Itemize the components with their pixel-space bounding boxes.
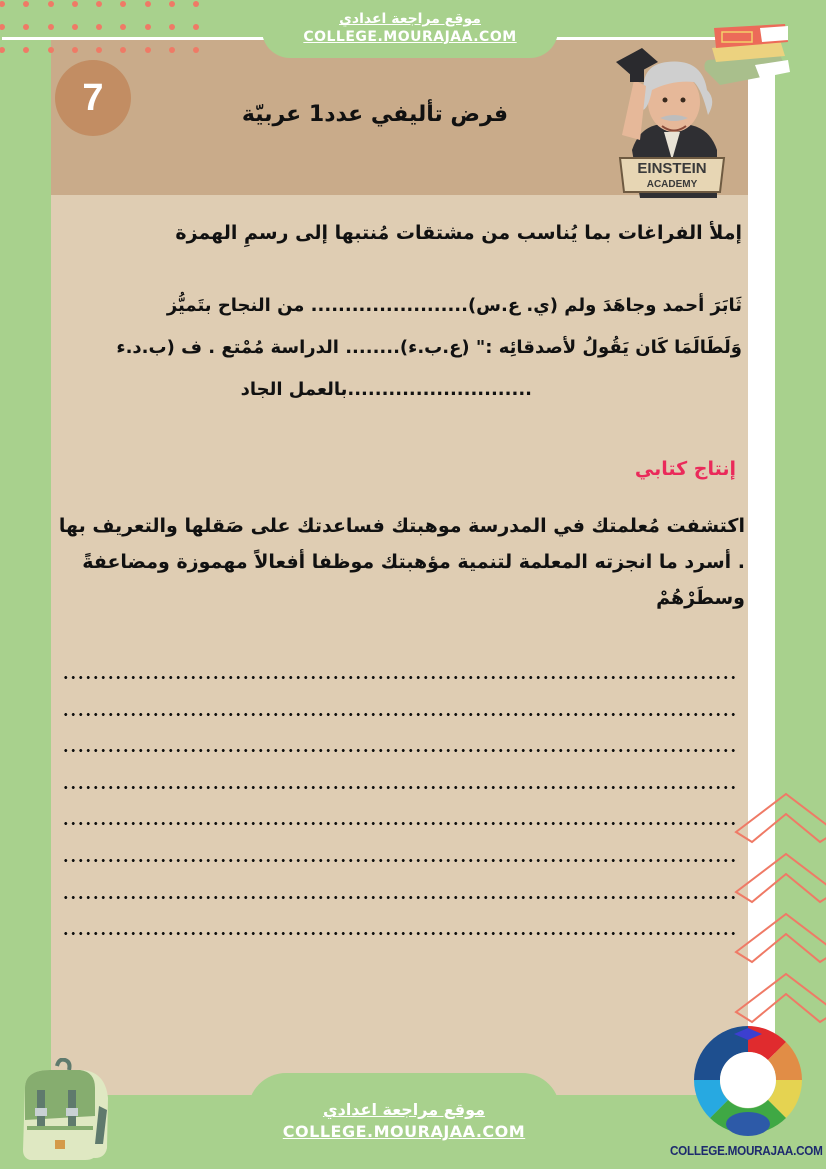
site-banner-top[interactable]: [262, 0, 558, 58]
answer-line[interactable]: [62, 705, 738, 742]
answer-line[interactable]: [62, 741, 738, 778]
backpack-icon: [15, 1058, 110, 1163]
site-url[interactable]: COLLEGE.MOURAJAA.COM: [303, 29, 517, 45]
answer-area[interactable]: [62, 668, 738, 961]
answer-line[interactable]: [62, 814, 738, 851]
answer-line[interactable]: [62, 778, 738, 815]
site-url[interactable]: COLLEGE.MOURAJAA.COM: [282, 1122, 526, 1141]
fill-in-blanks-exercise: [60, 285, 742, 411]
left-margin: [2, 40, 51, 1072]
answer-line[interactable]: [62, 924, 738, 961]
site-banner-bottom[interactable]: [248, 1073, 560, 1169]
answer-line[interactable]: [62, 668, 738, 705]
page-title: فرض تأليفي عدد1 عربيّة: [241, 102, 509, 127]
site-name-arabic[interactable]: موقع مراجعة اعدادي: [339, 11, 481, 27]
chevron-up-decoration-icon: [734, 790, 826, 1040]
svg-text:ACADEMY: ACADEMY: [646, 179, 698, 190]
exercise-instruction: إملأ الفراغات بما يُناسب من مشتقات مُنتبها إلى رسمِ الهمزة: [175, 222, 742, 244]
logo-site-url: COLLEGE.MOURAJAA.COM: [670, 1143, 823, 1158]
section-title-writing: إنتاج كتابي: [634, 458, 736, 480]
writing-prompt: اكتشفت مُعلمتك في المدرسة موهبتك فساعدتك على صَقلها والتعريف بها . أسرد ما انجزته المعلمة لتنمية مؤهبتك موظفا أفعالاً مهموزة ومضاعفةً وسطَرْهُمْ: [58, 515, 745, 609]
worksheet-number-badge: 7: [55, 60, 131, 136]
exercise-sentence-1: ثَابَرَ أحمد وجاهَدَ ولم (ي. ع.س)....................... من النجاح بتَميُّز: [166, 295, 742, 316]
exercise-sentence-2: وَلَطَالَمَا كَان يَقُولُ لأصدقائِه :" (ع.ب.ء)........ الدراسة مُمْتع . ف (ب.د.ء: [116, 337, 742, 358]
svg-text:EINSTEIN: EINSTEIN: [637, 160, 707, 177]
answer-line[interactable]: [62, 888, 738, 925]
books-stack-icon: [700, 10, 800, 95]
exercise-sentence-3: ...........................بالعمل الجاد: [240, 379, 532, 400]
site-logo-ring-icon: [694, 1022, 802, 1140]
answer-line[interactable]: [62, 851, 738, 888]
decorative-dots-row: [0, 47, 200, 57]
site-name-arabic[interactable]: موقع مراجعة اعدادي: [322, 1100, 486, 1119]
